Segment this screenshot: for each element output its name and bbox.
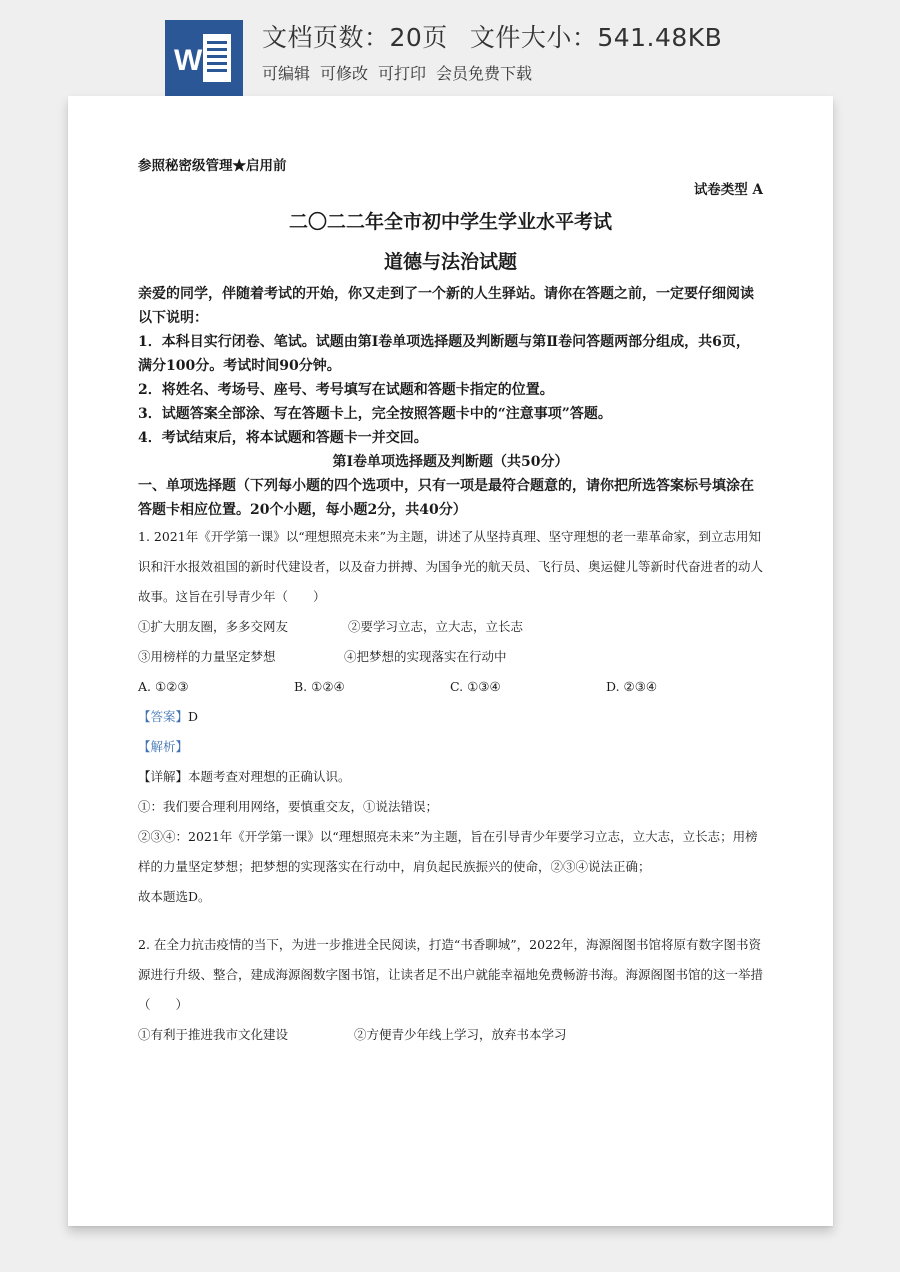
rule-4: 4．考试结束后，将本试题和答题卡一并交回。 [138, 430, 428, 446]
q2-statement-2: ②方便青少年线上学习，放弃书本学习 [354, 1027, 567, 1042]
download-banner [0, 0, 900, 96]
choice-b: B. ①②④ [294, 679, 345, 694]
statement-3: ③用榜样的力量坚定梦想 [138, 649, 276, 664]
detail-point-2: ②③④：2021年《开学第一课》以“理想照亮未来”为主题，旨在引导青少年要学习立志，立大志，立长志；用榜样的力量坚定梦想；把梦想的实现落实在行动中，肩负起民族振兴的使命，②③④说法正确； [138, 829, 758, 874]
question-1-stem: 1. 2021年《开学第一课》以“理想照亮未来”为主题，讲述了从坚持真理、坚守理想的老一辈革命家，到立志用知识和汗水报效祖国的新时代建设者，以及奋力拼搏、为国争光的航天员、飞行员、奥运健儿等新时代奋进者的动人故事。这旨在引导青少年（ ） [138, 529, 764, 604]
question-1-statements-a [138, 612, 763, 642]
question-2-statements [138, 1020, 763, 1050]
statement-4: ④把梦想的实现落实在行动中 [344, 649, 507, 664]
question-1-choices [138, 672, 763, 702]
answer-line [138, 702, 763, 732]
statement-1: ①扩大朋友圈，多多交网友 [138, 619, 289, 634]
intro-paragraph: 亲爱的同学，伴随着考试的开始，你又走到了一个新的人生驿站。请你在答题之前，一定要仔细阅读以下说明： [138, 286, 754, 326]
choice-c: C. ①③④ [450, 679, 501, 694]
detail-point-1: ①：我们要合理利用网络，要慎重交友，①说法错误； [138, 799, 439, 814]
question-2-stem: 2. 在全力抗击疫情的当下，为进一步推进全民阅读，打造“书香聊城”，2022年，海源阁图书馆将原有数字图书资源进行升级、整合，建成海源阁数字图书馆，让读者足不出户就能幸福地免费畅游书海。海源阁图书馆的这一举措（ ） [138, 937, 764, 1012]
exam-title: 二〇二二年全市初中学生学业水平考试 [288, 211, 612, 233]
subject-title: 道德与法治试题 [383, 251, 517, 273]
section-heading: 第Ⅰ卷单项选择题及判断题（共50分） [332, 454, 569, 470]
paper-type: 试卷类型 A [693, 182, 763, 198]
feature-editable: 可编辑 [262, 64, 311, 83]
document-page [68, 96, 833, 1226]
feature-printable: 可打印 [378, 64, 427, 83]
rule-1: 1．本科目实行闭卷、笔试。试题由第Ⅰ卷单项选择题及判断题与第Ⅱ卷问答题两部分组成，共6页，满分100分。考试时间90分钟。 [138, 334, 750, 374]
svg-text:W: W [174, 44, 203, 77]
part-instructions: 一、单项选择题（下列每小题的四个选项中，只有一项是最符合题意的，请你把所选答案标号填涂在答题卡相应位置。20个小题，每小题2分，共40分） [138, 478, 754, 518]
page-count: 文档页数：20页 [262, 23, 448, 52]
q2-statement-1: ①有利于推进我市文化建设 [138, 1027, 289, 1042]
choice-d: D. ②③④ [606, 679, 658, 694]
choice-a: A. ①②③ [138, 679, 189, 694]
feature-modifiable: 可修改 [320, 64, 369, 83]
detail-conclusion: 故本题选D。 [138, 889, 211, 904]
rule-2: 2．将姓名、考场号、座号、考号填写在试题和答题卡指定的位置。 [138, 382, 554, 398]
statement-2: ②要学习立志，立大志，立长志 [348, 619, 524, 634]
question-gap [138, 912, 763, 930]
rule-3: 3．试题答案全部涂、写在答题卡上，完全按照答题卡中的“注意事项”答题。 [138, 406, 612, 422]
word-document-icon [165, 20, 243, 96]
analysis-tag: 【解析】 [138, 739, 189, 754]
answer-tag: 【答案】 [138, 709, 189, 724]
page-content [138, 154, 763, 1050]
document-meta [262, 18, 744, 84]
secrecy-label: 参照秘密级管理★启用前 [138, 158, 287, 174]
answer-value: D [188, 709, 199, 724]
detail-line: 【详解】本题考查对理想的正确认识。 [138, 769, 351, 784]
feature-member-download: 会员免费下载 [436, 64, 533, 83]
file-size: 文件大小：541.48KB [469, 23, 723, 52]
question-1-statements-b [138, 642, 763, 672]
